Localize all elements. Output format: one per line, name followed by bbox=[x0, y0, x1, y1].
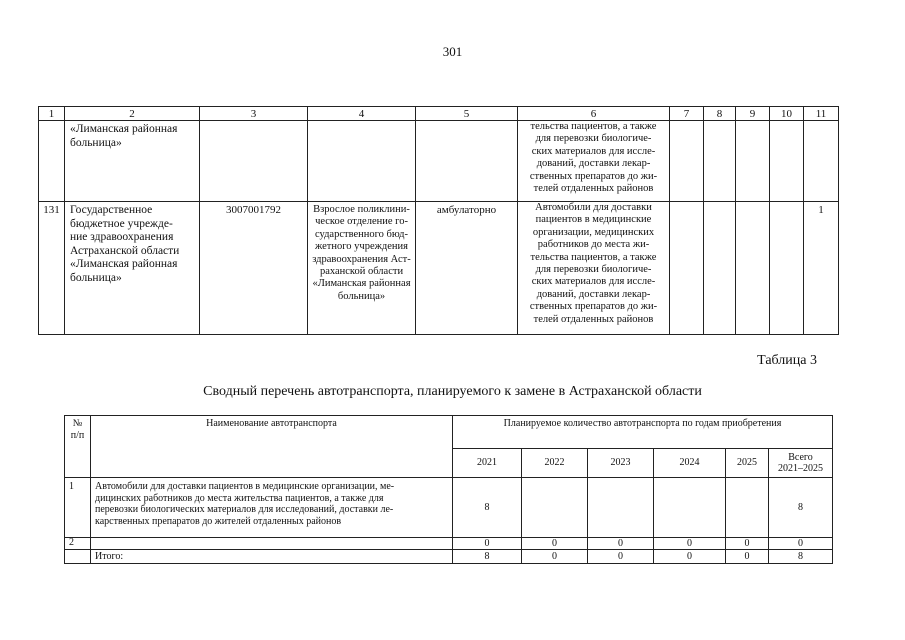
value-cell bbox=[704, 202, 736, 335]
text-line: ских материалов для иссле- bbox=[531, 276, 656, 288]
header-cell: 9 bbox=[736, 107, 770, 121]
text-line: «Лиманская районная bbox=[312, 278, 411, 290]
value-cell bbox=[670, 121, 704, 202]
care-type-cell: амбулаторно bbox=[416, 202, 518, 335]
header-year: 2025 bbox=[726, 449, 769, 478]
text-line: телей отдаленных районов bbox=[533, 313, 654, 325]
header-cell: 11 bbox=[804, 107, 839, 121]
text-line: Астраханской области bbox=[70, 244, 180, 257]
header-total bbox=[769, 449, 833, 478]
header-cell: 7 bbox=[670, 107, 704, 121]
value-cell bbox=[770, 121, 804, 202]
table-row bbox=[39, 202, 839, 335]
year-value: 0 bbox=[654, 538, 726, 550]
text-line: Взрослое поликлини- bbox=[313, 204, 410, 215]
text-line: больница» bbox=[70, 271, 122, 284]
year-value bbox=[522, 478, 588, 538]
text-line: п/п bbox=[70, 429, 85, 441]
value-cell bbox=[804, 121, 839, 202]
year-value: 0 bbox=[588, 550, 654, 564]
year-value: 0 bbox=[522, 538, 588, 550]
header-cell: 10 bbox=[770, 107, 804, 121]
table-row bbox=[65, 478, 833, 538]
year-value bbox=[588, 478, 654, 538]
year-value: 0 bbox=[726, 550, 769, 564]
row-number: 131 bbox=[39, 202, 65, 335]
year-value: 8 bbox=[453, 550, 522, 564]
text-line: бюджетное учрежде- bbox=[70, 217, 173, 230]
header-cell: 3 bbox=[200, 107, 308, 121]
text-line: Автомобили для доставки пациентов в медицинские организации, ме- bbox=[95, 481, 395, 492]
text-line: «Лиманская районная bbox=[70, 123, 178, 135]
total-value: 8 bbox=[769, 478, 833, 538]
text-line: ние здравоохранения bbox=[70, 231, 174, 243]
text-line: сударственного бюд- bbox=[314, 228, 409, 240]
header-year: 2024 bbox=[654, 449, 726, 478]
text-line: тельства пациентов, а также bbox=[530, 251, 657, 263]
text-line: ских материалов для иссле- bbox=[531, 145, 656, 157]
vehicle-name bbox=[91, 538, 453, 550]
value-cell bbox=[736, 121, 770, 202]
header-cell: 1 bbox=[39, 107, 65, 121]
value-cell bbox=[736, 202, 770, 335]
inn-cell bbox=[200, 121, 308, 202]
table-header-row bbox=[65, 416, 833, 449]
table-row bbox=[65, 538, 833, 550]
text-line: для перевозки биологиче- bbox=[535, 264, 652, 276]
header-number bbox=[65, 416, 91, 478]
text-line: больница» bbox=[70, 136, 122, 149]
text-line: «Лиманская районная bbox=[70, 258, 178, 270]
total-label: Итого: bbox=[91, 550, 453, 564]
header-cell: 2 bbox=[65, 107, 200, 121]
vehicle-purpose-cell bbox=[518, 121, 670, 202]
table-header-row bbox=[39, 107, 839, 121]
header-cell: 6 bbox=[518, 107, 670, 121]
text-line: карственных препаратов до жителей отдаленных районов bbox=[95, 515, 342, 527]
total-value: 8 bbox=[769, 550, 833, 564]
header-cell: 5 bbox=[416, 107, 518, 121]
text-line: дицинских работников до места жительства пациентов, а также для bbox=[95, 492, 384, 504]
text-line: больница» bbox=[337, 290, 386, 302]
text-line: 2021–2025 bbox=[778, 463, 823, 474]
text-line: тельства пациентов, а также bbox=[530, 121, 657, 132]
row-number: 2 bbox=[65, 538, 91, 550]
department-cell bbox=[308, 202, 416, 335]
header-cell: 4 bbox=[308, 107, 416, 121]
continuation-table bbox=[38, 106, 839, 335]
inn-cell: 3007001792 bbox=[200, 202, 308, 335]
text-line: перевозки биологических материалов для исследований, доставки ле- bbox=[95, 504, 394, 515]
year-value: 0 bbox=[522, 550, 588, 564]
value-cell bbox=[770, 202, 804, 335]
year-value bbox=[726, 478, 769, 538]
value-cell bbox=[704, 121, 736, 202]
text-line: дований, доставки лекар- bbox=[536, 158, 651, 170]
text-line: ческое отделение го- bbox=[315, 216, 408, 228]
text-line: Всего bbox=[788, 451, 813, 463]
year-value: 0 bbox=[453, 538, 522, 550]
text-line: телей отдаленных районов bbox=[533, 183, 654, 195]
table-label: Таблица 3 bbox=[757, 353, 817, 368]
row-number: 1 bbox=[65, 478, 91, 538]
header-year: 2021 bbox=[453, 449, 522, 478]
text-line: № bbox=[72, 418, 83, 429]
department-cell bbox=[308, 121, 416, 202]
table-title: Сводный перечень автотранспорта, планируемого к замене в Астраханской области bbox=[203, 384, 702, 399]
header-year: 2022 bbox=[522, 449, 588, 478]
table-row bbox=[39, 121, 839, 202]
care-type-cell bbox=[416, 121, 518, 202]
text-line: здравоохранения Аст- bbox=[312, 253, 411, 265]
year-value bbox=[654, 478, 726, 538]
vehicle-replacement-table bbox=[64, 415, 833, 564]
text-line: жетного учреждения bbox=[315, 241, 408, 253]
year-value: 8 bbox=[453, 478, 522, 538]
text-line: работников до места жи- bbox=[537, 239, 650, 251]
organization-name bbox=[65, 202, 200, 335]
total-value: 0 bbox=[769, 538, 833, 550]
vehicle-name bbox=[91, 478, 453, 538]
value-cell: 1 bbox=[804, 202, 839, 335]
row-number bbox=[65, 550, 91, 564]
row-number bbox=[39, 121, 65, 202]
text-line: для перевозки биологиче- bbox=[535, 133, 652, 145]
header-name: Наименование автотранспорта bbox=[91, 416, 453, 478]
text-line: пациентов в медицинские bbox=[535, 214, 652, 226]
vehicle-purpose-cell bbox=[518, 202, 670, 335]
text-line: организации, медицинских bbox=[532, 226, 655, 238]
text-line: Автомобили для доставки bbox=[535, 202, 652, 213]
text-line: дований, доставки лекар- bbox=[536, 288, 651, 300]
year-value: 0 bbox=[726, 538, 769, 550]
text-line: Государственное bbox=[70, 204, 153, 216]
page-number: 301 bbox=[442, 44, 463, 59]
organization-name bbox=[65, 121, 200, 202]
value-cell bbox=[670, 202, 704, 335]
text-line: ственных препаратов до жи- bbox=[529, 170, 658, 182]
header-year: 2023 bbox=[588, 449, 654, 478]
text-line: раханской области bbox=[319, 266, 404, 278]
year-value: 0 bbox=[654, 550, 726, 564]
header-cell: 8 bbox=[704, 107, 736, 121]
header-planned-quantity: Планируемое количество автотранспорта по годам приобретения bbox=[453, 416, 833, 449]
table-total-row bbox=[65, 550, 833, 564]
text-line: ственных препаратов до жи- bbox=[529, 301, 658, 313]
year-value: 0 bbox=[588, 538, 654, 550]
